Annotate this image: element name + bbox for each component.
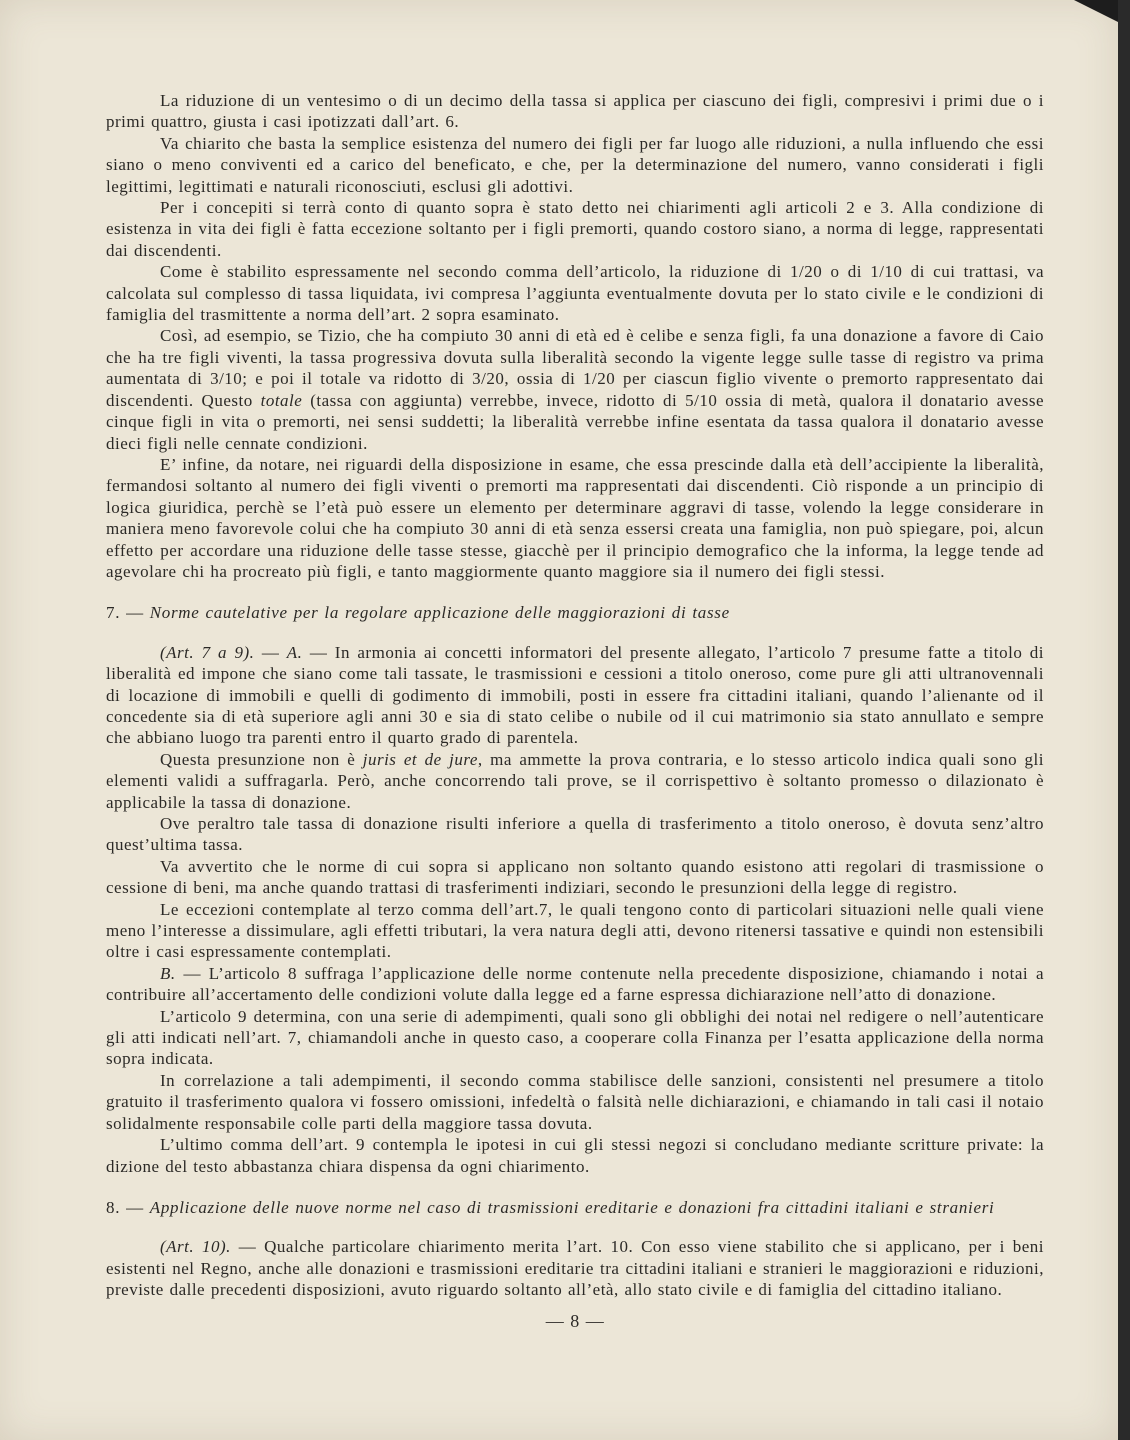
paragraph: Per i concepiti si terrà conto di quanto sopra è stato detto nei chiarimenti agli articoli 2 e 3. Alla condizione di esistenza in vita dei figli è fatta eccezione soltanto per i figli premorti, quando costoro siano, a norma di legge, rappresentati dai discendenti. xyxy=(106,198,1044,260)
article-reference: (Art. 7 a 9). xyxy=(160,642,255,662)
paragraph: Va chiarito che basta la semplice esistenza del numero dei figli per far luogo alle riduzioni, a nulla influendo che essi siano o meno conviventi ed a carico del beneficato, e che, per la determinazione del numero, vanno considerati i figli legittimi, legittimati e naturali riconosciuti, esclusi gli adottivi. xyxy=(106,133,1044,196)
text-run: — L’articolo 8 suffraga l’applicazione delle norme contenute nella precedente disposizione, chiamando i notai a contribuire all’accertamento delle condizioni volute dalla legge ed a farne espressa dichiarazione nell’atto di donazione. xyxy=(106,963,1044,1005)
paragraph: L’articolo 9 determina, con una serie di adempimenti, quali sono gli obblighi dei notai nel redigere o nell’autenticare gli atti indicati nell’art. 7, chiamandoli anche in questo caso, a cooperare colla Finanza per l’esatta applicazione della norma sopra indicata. xyxy=(106,1006,1044,1069)
example-paragraph xyxy=(106,325,1044,453)
paragraph: L’ultimo comma dell’art. 9 contempla le ipotesi in cui gli stessi negozi si concludano mediante scritture private: la dizione del testo abbastanza chiara dispensa da ogni chiarimento. xyxy=(106,1135,1044,1176)
text-run: — Qualche particolare chiarimento merita l’art. 10. Con esso viene stabilito che si applicano, per i beni esistenti nel Regno, anche alle donazioni e trasmissioni ereditarie tra cittadini italiani e stranieri le maggiorazioni e riduzioni, previste dalle precedenti disposizioni, avuto riguardo soltanto all’età, allo stato civile e di famiglia del cittadino italiano. xyxy=(106,1237,1045,1300)
page-number: — 8 — xyxy=(545,1310,605,1331)
presumption-paragraph xyxy=(106,749,1044,813)
subsection-letter: A. xyxy=(286,642,303,662)
paragraph: E’ infine, da notare, nei riguardi della disposizione in esame, che essa prescinde dalla età dell’accipiente la liberalità, fermandosi soltanto al numero dei figli viventi o premorti ma rappresentati dai discendenti. Ciò risponde a un principio di logica giuridica, perchè se l’età può essere un elemento per determinare aggravi di tasse, volendo la legge considerare in maniera meno favorevole colui che ha compiuto 30 anni di età senza essersi creata una famiglia, non può spiegare, poi, alcun effetto per accordare una riduzione delle tasse stesse, giacchè per il principio demografico che la informa, la legge tende ad agevolare chi ha procreato più figli, e tanto maggiormente quanto maggiore sia il numero dei figli stessi. xyxy=(106,454,1044,581)
text-run: (tassa con aggiunta) verrebbe, invece, ridotto di 5/10 ossia di metà, qualora il donatario avesse cinque figli in vita o premorti, nei sensi suddetti; la liberalità verrebbe infine esentata da tassa qualora il donatario avesse dieci figli nelle cennate condizioni. xyxy=(106,390,1044,453)
page-corner xyxy=(1074,0,1118,22)
section-7-heading xyxy=(106,602,1044,623)
italic-term: totale xyxy=(260,390,303,410)
section-title: Applicazione delle nuove norme nel caso di trasmissioni ereditarie e donazioni fra cittadini italiani e stranieri xyxy=(149,1197,995,1217)
paragraph: Ove peraltro tale tassa di donazione risulti inferiore a quella di trasferimento a titolo oneroso, è dovuta senz’altro quest’ultima tassa. xyxy=(106,814,1044,855)
section-title: Norme cautelative per la regolare applicazione delle maggiorazioni di tasse xyxy=(149,603,730,623)
article-reference: (Art. 10). xyxy=(160,1237,231,1257)
italic-term: juris et de jure xyxy=(362,749,478,769)
section-7-intro xyxy=(106,642,1044,749)
subsection-b-paragraph xyxy=(106,963,1044,1006)
section-number: 8. — xyxy=(106,1197,150,1217)
paragraph: Le eccezioni contemplate al terzo comma dell’art.7, le quali tengono conto di particolari situazioni nelle quali viene meno l’interesse a dissimulare, agli effetti tributari, la vera natura degli atti, devono ritenersi tassative e quindi non estensibili oltre i casi espressamente contemplati. xyxy=(106,899,1044,962)
text-run: Così, ad esempio, se Tizio, che ha compiuto 30 anni di età ed è celibe e senza figli, fa una donazione a favore di Caio che ha tre figli viventi, la tassa progressiva dovuta sulla liberalità secondo la vigente legge sulle tasse di registro va prima aumentata di 3/10; e poi il totale va ridotto di 3/20, ossia di 1/20 per ciascun figlio vivente o premorto rappresentato dai discendenti. Questo xyxy=(106,326,1044,410)
paragraph: In correlazione a tali adempimenti, il secondo comma stabilisce delle sanzioni, consistenti nel presumere a titolo gratuito il trasferimento qualora vi fossero omissioni, infedeltà o falsità nelle dichiarazioni, e chiamando in tali casi il notaio solidalmente responsabile colle parti della maggiore tassa dovuta. xyxy=(106,1070,1044,1133)
text-run: — xyxy=(254,642,287,662)
subsection-letter: B. xyxy=(160,963,176,983)
text-run: Questa presunzione non è xyxy=(160,749,363,769)
text-run: — In armonia ai concetti informatori del presente allegato, l’articolo 7 presume fatte a titolo di liberalità ed impone che siano come tali tassate, le trasmissioni e cessioni a titolo oneroso, come pure gli atti ultranovennali di locazione di immobili e quelli di godimento di immobili, posti in essere fra cittadini italiani, quando l’alienante od il concedente sia di età superiore agli anni 30 e sia di stato celibe o nubile od il cui matrimonio sia stato annullato e sempre che abbiano luogo tra parenti entro il quarto grado di parentela. xyxy=(106,642,1045,748)
section-8-body xyxy=(106,1236,1044,1300)
paragraph: La riduzione di un ventesimo o di un decimo della tassa si applica per ciascuno dei figli, compresivi i primi due o i primi quattro, giusta i casi ipotizzati dall’art. 6. xyxy=(106,91,1044,132)
text-run: , ma ammette la prova contraria, e lo stesso articolo indica quali sono gli elementi validi a suffragarla. Però, anche concorrendo tali prove, se il corrispettivo è soltanto promesso o dilazionato è applicabile la tassa di donazione. xyxy=(106,749,1044,812)
paragraph: Come è stabilito espressamente nel secondo comma dell’articolo, la riduzione di 1/20 o di 1/10 di cui trattasi, va calcolata sul complesso di tassa liquidata, ivi compresa l’aggiunta eventualmente dovuta per lo stato civile e le condizioni di famiglia del trasmittente a norma dell’art. 2 sopra esaminato. xyxy=(106,262,1044,325)
section-number: 7. — xyxy=(106,603,150,623)
section-8-heading xyxy=(106,1197,1044,1218)
page-body xyxy=(106,90,1044,1332)
paragraph: Va avvertito che le norme di cui sopra si applicano non soltanto quando esistono atti regolari di trasmissione o cessione di beni, ma anche quando trattasi di trasferimenti indiziari, secondo le presunzioni della legge di registro. xyxy=(106,856,1044,898)
